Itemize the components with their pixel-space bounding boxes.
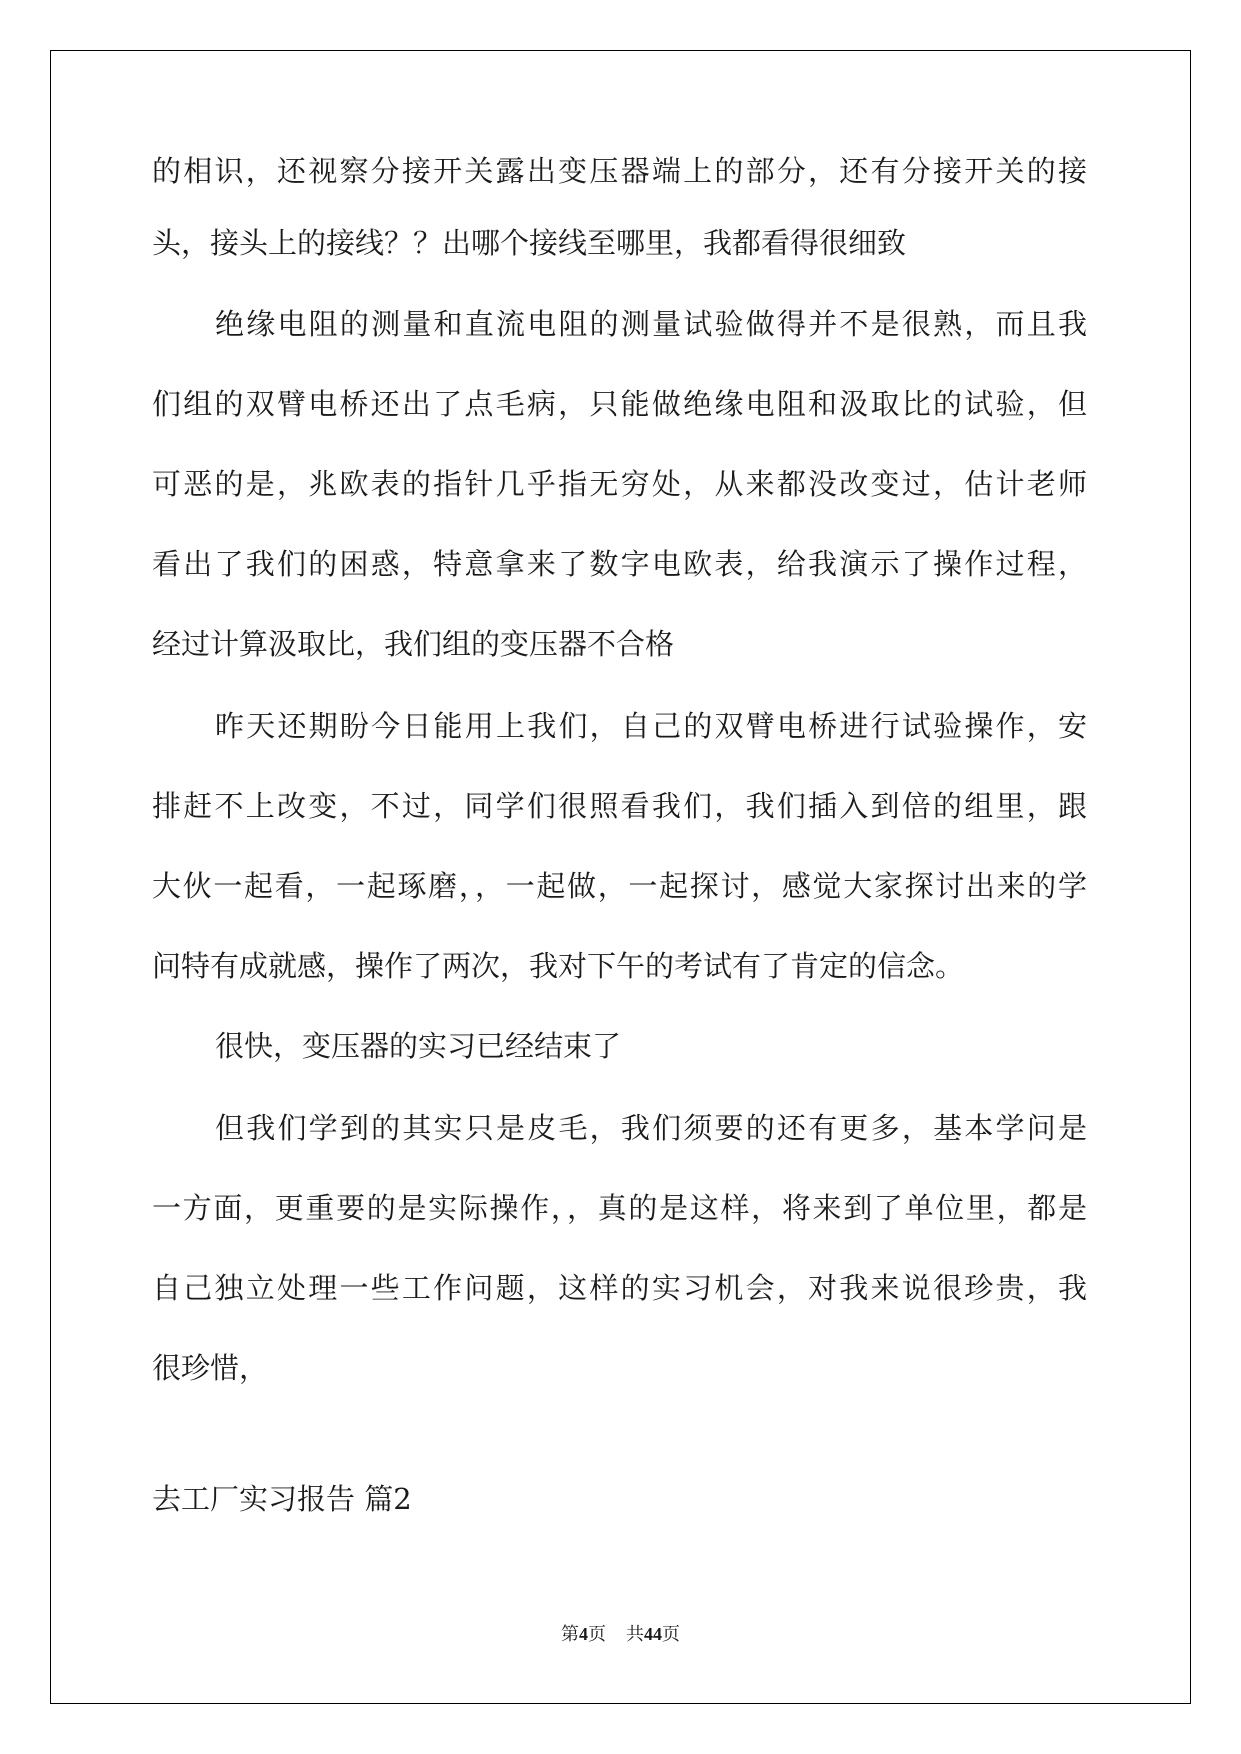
paragraph-line: 排赶不上改变，不过，同学们很照看我们，我们插入到倍的组里，跟 — [152, 789, 1087, 823]
paragraph-line: 昨天还期盼今日能用上我们，自己的双臂电桥进行试验操作，安 — [215, 709, 1087, 743]
paragraph-line: 大伙一起看，一起琢磨，，一起做，一起探讨，感觉大家探讨出来的学 — [152, 869, 1087, 903]
total-prefix: 共 — [626, 1624, 644, 1644]
paragraph-line: 但我们学到的其实只是皮毛，我们须要的还有更多，基本学问是 — [215, 1111, 1087, 1145]
page-number: 4 — [579, 1624, 588, 1644]
paragraph-line: 头，接头上的接线？？出哪个接线至哪里，我都看得很细致 — [152, 226, 907, 260]
section-heading: 去工厂实习报告 篇2 — [152, 1482, 412, 1516]
paragraph-line: 问特有成就感，操作了两次，我对下午的考试有了肯定的信念。 — [152, 949, 965, 983]
page-prefix: 第 — [561, 1624, 579, 1644]
paragraph-line: 们组的双臂电桥还出了点毛病，只能做绝缘电阻和汲取比的试验，但 — [152, 387, 1087, 421]
page-suffix: 页 — [588, 1624, 606, 1644]
paragraph-line: 自己独立处理一些工作问题，这样的实习机会，对我来说很珍贵，我 — [152, 1271, 1087, 1305]
paragraph-line: 看出了我们的困惑，特意拿来了数字电欧表，给我演示了操作过程， — [152, 547, 1087, 581]
paragraph-line: 的相识，还视察分接开关露出变压器端上的部分，还有分接开关的接 — [152, 154, 1087, 188]
total-suffix: 页 — [662, 1624, 680, 1644]
page-footer — [0, 1625, 1241, 1643]
paragraph-line: 很珍惜， — [152, 1351, 269, 1385]
total-pages: 44 — [644, 1624, 662, 1644]
paragraph-line: 很快，变压器的实习已经结束了 — [215, 1029, 622, 1063]
paragraph-line: 经过计算汲取比，我们组的变压器不合格 — [152, 627, 675, 661]
paragraph-line: 一方面，更重要的是实际操作，，真的是这样，将来到了单位里，都是 — [152, 1191, 1087, 1225]
paragraph-line: 可恶的是，兆欧表的指针几乎指无穷处，从来都没改变过，估计老师 — [152, 467, 1087, 501]
paragraph-line: 绝缘电阻的测量和直流电阻的测量试验做得并不是很熟，而且我 — [215, 307, 1087, 341]
